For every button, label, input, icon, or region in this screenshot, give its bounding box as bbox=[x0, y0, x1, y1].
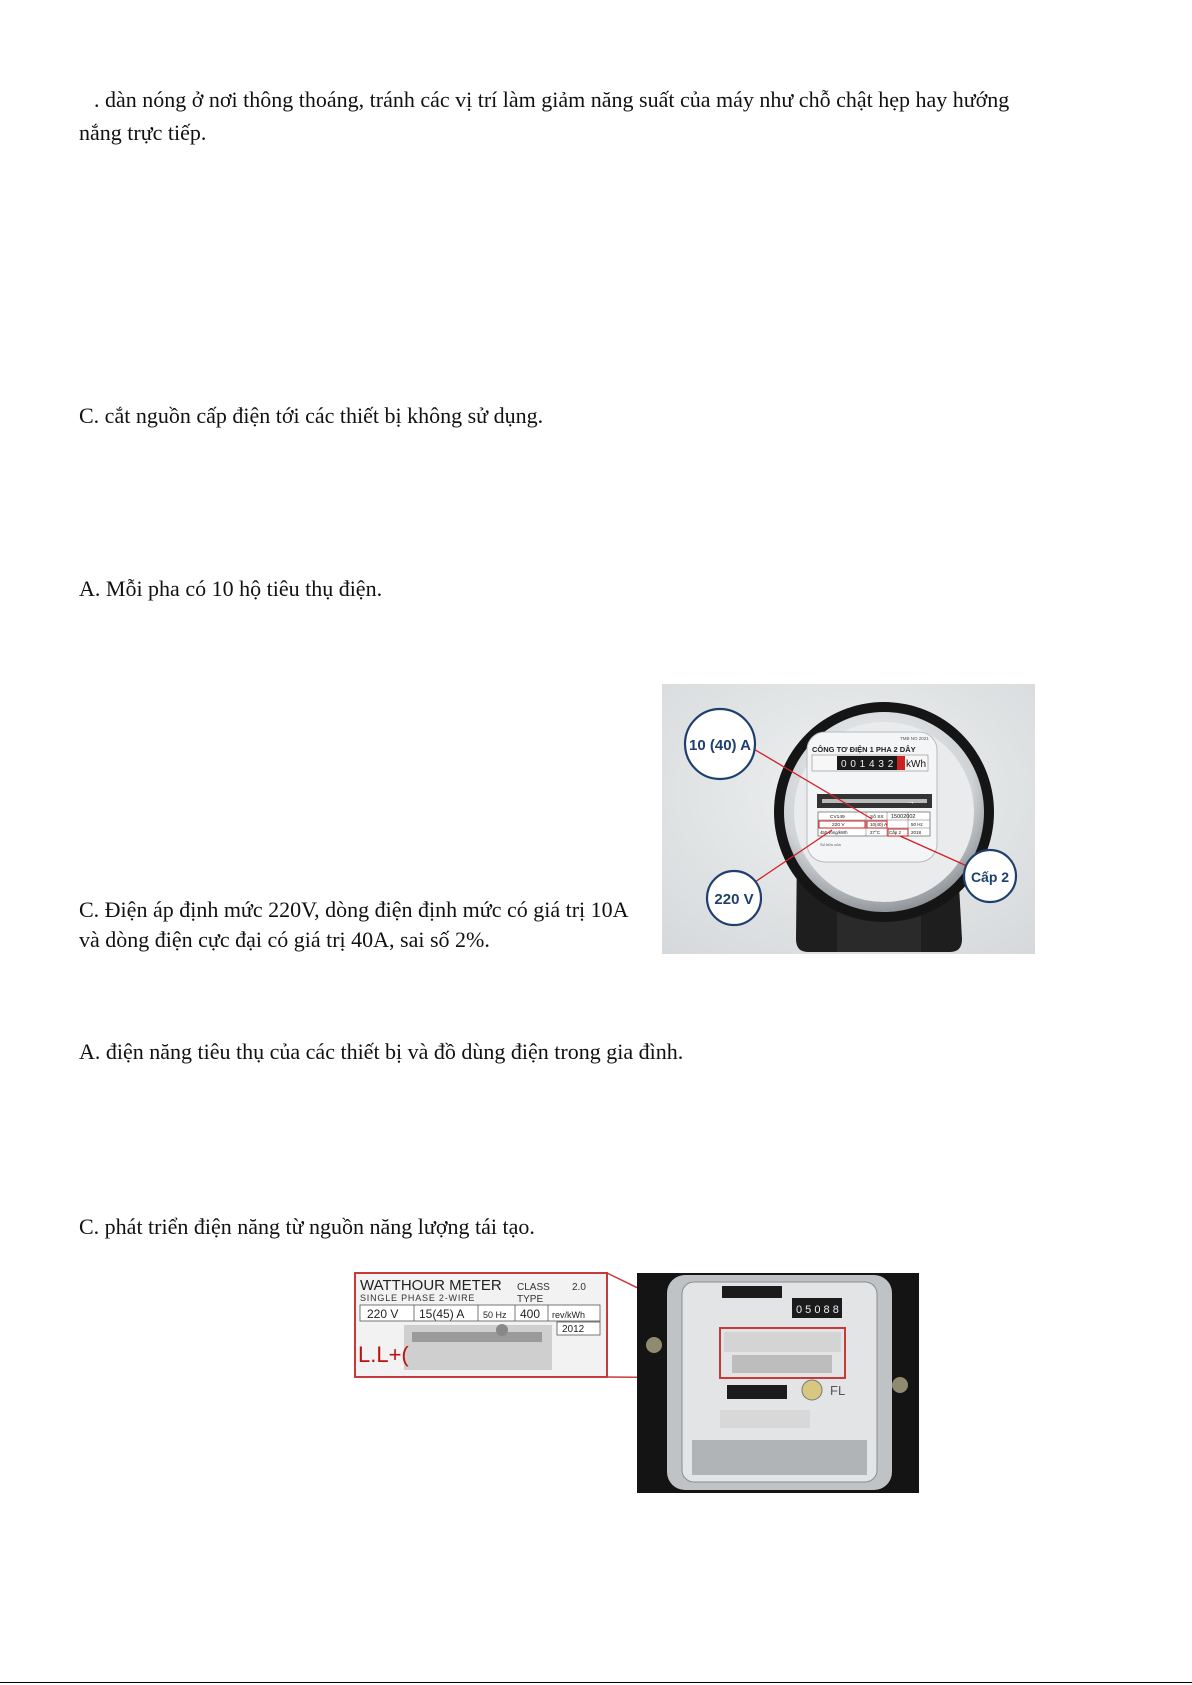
paragraph-1-line-2: nắng trực tiếp. bbox=[79, 120, 207, 145]
svg-text:→: → bbox=[907, 797, 915, 806]
callout-rated-current: 10 (40) A bbox=[689, 737, 751, 754]
meter2-digit-counter: 0 5 0 8 8 bbox=[796, 1304, 839, 1316]
page-bottom-rule bbox=[0, 1682, 1192, 1683]
meter2-class-value: 2.0 bbox=[572, 1282, 586, 1293]
answer-c-power-cutoff: C. cắt nguồn cấp điện tới các thiết bị không sử dụng. bbox=[79, 403, 544, 428]
meter2-year: 2012 bbox=[562, 1324, 585, 1335]
answer-c-meter-rating-line-1: C. Điện áp định mức 220V, dòng điện định mức có giá trị 10A bbox=[79, 897, 629, 922]
meter2-rev-unit: rev/kWh bbox=[552, 1310, 586, 1320]
meter2-title: WATTHOUR METER bbox=[360, 1277, 502, 1294]
meter1-title: CÔNG TƠ ĐIỆN 1 PHA 2 DÂY bbox=[812, 745, 916, 754]
meter1-cell-serial: 15002002 bbox=[891, 814, 916, 820]
meter1-cell-class: Cấp 2 bbox=[889, 830, 902, 835]
meter1-cell-voltage: 220 V bbox=[832, 823, 845, 828]
meter2-current: 15(45) A bbox=[419, 1307, 465, 1321]
meter1-unit: kWh bbox=[906, 759, 926, 770]
callout-accuracy-class: Cấp 2 bbox=[970, 869, 1010, 885]
paragraph-1-line-1: . dàn nóng ở nơi thông thoáng, tránh các vị trí làm giảm năng suất của máy như chỗ chật hẹp hay hướng bbox=[94, 87, 1010, 112]
meter2-freq: 50 Hz bbox=[483, 1310, 507, 1320]
meter2-class-label: CLASS bbox=[517, 1282, 550, 1293]
meter2-rev: 400 bbox=[520, 1307, 541, 1321]
answer-a-households: A. Mỗi pha có 10 hộ tiêu thụ điện. bbox=[79, 576, 383, 601]
meter1-digit-counter: 0 0 1 4 3 2 bbox=[841, 759, 894, 770]
answer-c-meter-rating-line-2: và dòng điện cực đại có giá trị 40A, sai số 2%. bbox=[79, 927, 490, 952]
meter1-header-small: TMB NO 2021 bbox=[900, 736, 929, 741]
answer-a-energy-consumption: A. điện năng tiêu thụ của các thiết bị và đồ dùng điện trong gia đình. bbox=[79, 1039, 684, 1064]
watthour-meter-photo bbox=[352, 1270, 919, 1495]
answer-c-renewable-energy: C. phát triển điện năng từ nguồn năng lượng tái tạo. bbox=[79, 1214, 535, 1239]
meter2-subtitle: SINGLE PHASE 2-WIRE bbox=[360, 1293, 476, 1303]
meter1-cell-freq: 50 Hz bbox=[911, 822, 923, 827]
callout-rated-voltage: 220 V bbox=[714, 891, 754, 908]
meter1-cell-model: CV149 bbox=[830, 815, 845, 820]
meter2-brand-short: FL bbox=[830, 1383, 846, 1398]
single-phase-meter-photo bbox=[662, 684, 1035, 954]
meter1-cell-year: 2018 bbox=[911, 830, 922, 835]
meter2-type-label: TYPE bbox=[517, 1294, 544, 1305]
meter2-maker-mark: L.L+( bbox=[358, 1342, 409, 1367]
meter1-cell-current: 10(40) A bbox=[870, 822, 888, 827]
meter1-cell-note: Số hữu của bbox=[820, 842, 841, 847]
meter1-cell-serial-label: Số SX bbox=[870, 815, 884, 820]
meter1-cell-temp: 27°C bbox=[870, 830, 881, 835]
meter1-cell-rev: 450 vòng/kWh bbox=[820, 830, 848, 835]
meter2-voltage: 220 V bbox=[367, 1307, 399, 1321]
